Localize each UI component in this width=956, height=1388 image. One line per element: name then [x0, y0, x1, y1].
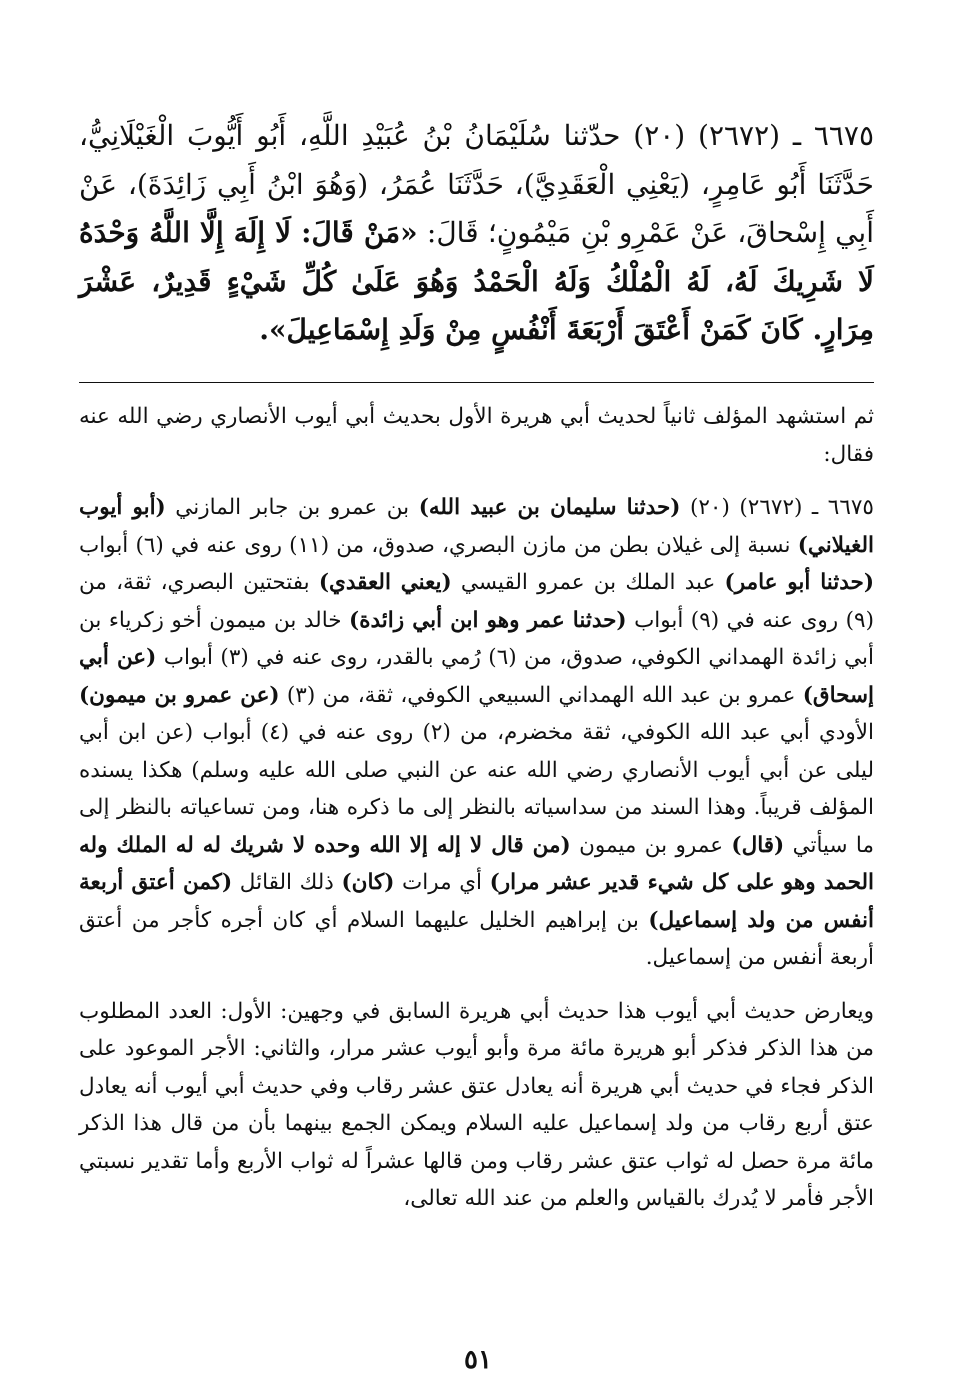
hadith-sanad: حدّثنا سُلَيْمَانُ بْنُ عُبَيْدِ اللَّهِ، أَبُو أَيُّوبَ الْغَيْلَانِيُّ، حَدَّثَنَا أَبُو عَامِرٍ، (يَعْنِي الْعَقَدِيَّ)، حَدَّثَنَا عُمَرُ، (وَهُوَ ابْنُ أَبِي زَائِدَةَ)، عَنْ أَبِي إِسْحاقَ، عَنْ عَمْرِو بْنِ مَيْمُونٍ؛ قَالَ: [79, 119, 875, 249]
commentary-intro: ثم استشهد المؤلف ثانياً لحديث أبي هريرة الأول بحديث أبي أيوب الأنصاري رضي الله عنه فقال: [79, 404, 874, 467]
narrator-note: نسبة إلى غيلان بطن من مازن البصري، صدوق، من (١١) روى عنه في (٦) أبواب [79, 532, 791, 558]
narrator-bold: (حدثنا أبو عامر) [724, 570, 874, 595]
explanation-text: بن إبراهيم الخليل عليهما السلام أي كان أجره كأجر من أعتق أربعة أنفس من إسماعيل. [79, 907, 874, 970]
narrator-note: عبد الملك بن عمرو القيسي [460, 570, 716, 595]
quoted-matn-bold: (من قال لا إله إلا الله وحده لا شريك له له الملك وله الحمد وهو على كل شيء قدير عشر مرار) [79, 832, 874, 895]
hadith-text [79, 112, 874, 355]
narrator-bold: (عن عمرو بن ميمون) [79, 682, 280, 708]
narrator-bold: (عن أبي إسحاق) [79, 645, 874, 708]
narrator-bold: (يعني العقدي) [318, 570, 452, 595]
hadith-matn-bold: «مَنْ قَالَ: لَا إِلَهَ إِلَّا اللَّهُ وَحْدَهُ لَا شَرِيكَ لَهُ، لَهُ الْمُلْكُ وَلَهُ الْحَمْدُ وَهُوَ عَلَىٰ كُلِّ شَيْءٍ قَدِيرٌ، عَشْرَ مِرَارٍ. كَانَ كَمَنْ أَعْتَقَ أَرْبَعَةَ أَنْفُسٍ مِنْ وَلَدِ إِسْمَاعِيلَ». [79, 216, 874, 346]
narrator-note: عمرو بن ميمون [579, 832, 724, 858]
commentary [79, 398, 874, 1218]
commentary-reconciliation: ويعارض حديث أبي أيوب هذا حديث أبي هريرة السابق في وجهين: الأول: العدد المطلوب من هذا الذكر فذكر أبو هريرة مائة مرة وأبو أيوب عشر مرار، والثاني: الأجر الموعود على الذكر فجاء في حديث أبي هريرة أنه يعادل عتق عشر رقاب وفي حديث أبي أيوب أنه يعادل عتق أربع رقاب من ولد إسماعيل عليه السلام ويمكن الجمع بينهما بأن من قال هذا الذكر مائة مرة حصل له ثواب عتق عشر رقاب ومن قالها عشراً له ثواب الأربع وأما تقدير نسبتي الأجر فأمر لا يُدرك بالقياس والعلم من عند الله تعالى، [79, 998, 874, 1211]
narrator-note: بن عمرو بن جابر المازني [175, 495, 410, 520]
explanation-text: ذلك القائل [239, 870, 334, 895]
page-number: ٥١ [464, 1345, 492, 1375]
separator-line [79, 382, 874, 383]
narrator-bold: (قال) [731, 832, 785, 858]
narrator-note: الأودي أبي عبد الله الكوفي، ثقة مخضرم، من (٢) روى عنه في (٤) أبواب (عن ابن أبي ليلى عن أبي أيوب الأنصاري رضي الله عنه عن النبي صلى الله عليه وسلم) هكذا يسنده المؤلف قريباً. وهذا السند من سداسياته بالنظر إلى ما ذكره هنا، ومن تساعياته بالنظر إلى ما سيأتي [79, 720, 874, 858]
explanation-text: أي مرات [402, 870, 483, 895]
narrator-note: عمرو بن عبد الله الهمداني السبيعي الكوفي، ثقة، من (٣) [286, 682, 796, 708]
narrator-bold: (حدثنا سليمان بن عبيد الله) [418, 495, 681, 520]
quoted-matn-bold: (كمن أعتق أربعة أنفس من ولد إسماعيل) [79, 870, 874, 933]
narrator-note: بفتحتين البصري، ثقة، من (٩) روى عنه في (٩) أبواب [79, 570, 874, 633]
narrator-note: خالد بن ميمون أخو زكرياء بن أبي زائدة الهمداني الكوفي، صدوق، من (٦) رُمي بالقدر، روى عنه في (٣) أبواب [79, 607, 874, 670]
narrator-bold: (حدثنا عمر وهو ابن أبي زائدة) [349, 607, 627, 633]
hadith-number: ٦٦٧٥ ـ (٢٦٧٢) (٢٠) [633, 119, 874, 152]
quoted-matn-bold: (كان) [341, 870, 395, 895]
narrator-bold: (أبو أيوب الغيلاني) [79, 495, 875, 558]
commentary-paragraph [79, 489, 874, 977]
commentary-hadith-number: ٦٦٧٥ ـ (٢٦٧٢) (٢٠) [689, 495, 874, 520]
